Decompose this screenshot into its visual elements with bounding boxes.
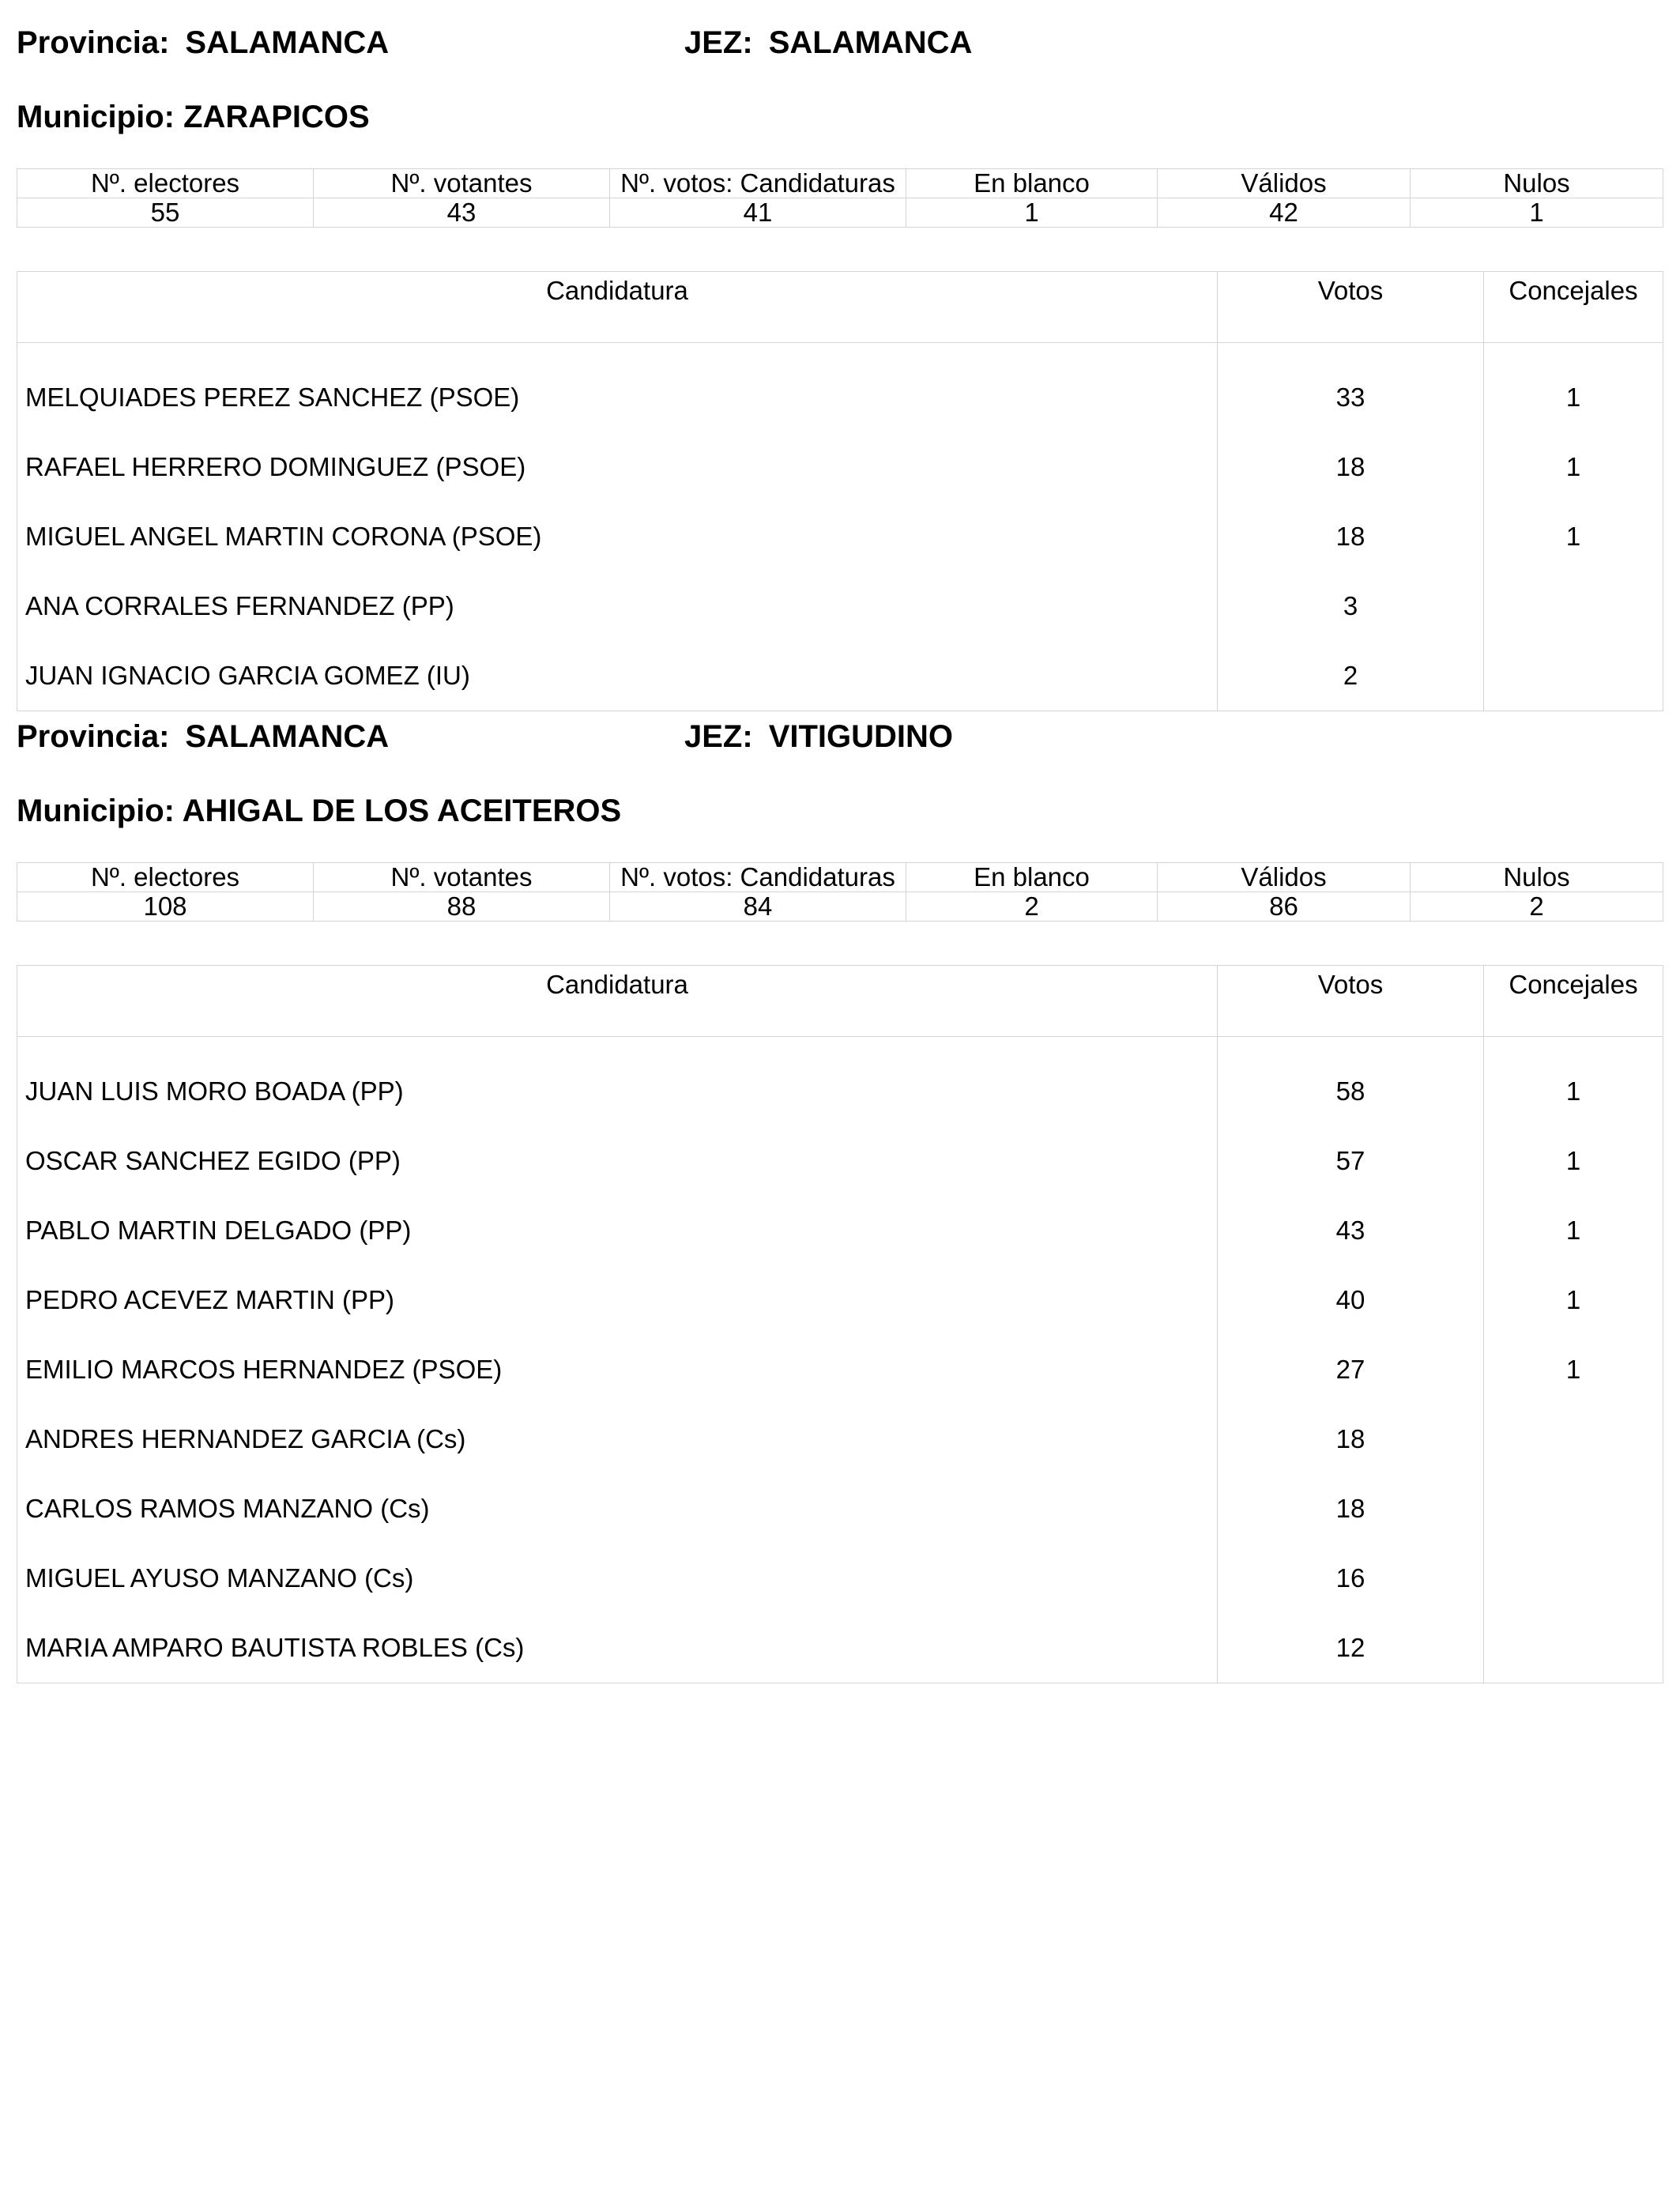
summary-value-cell: 2 [906,892,1158,922]
candidate-votos: 16 [1218,1544,1484,1613]
jez-line [684,24,972,62]
candidate-name: MIGUEL AYUSO MANZANO (Cs) [17,1544,1218,1613]
candidate-row [17,432,1663,502]
summary-header-cell: Válidos [1158,169,1411,198]
candidate-concejales [1484,571,1663,641]
summary-header-cell: Nº. electores [17,169,314,198]
candidate-votos: 3 [1218,571,1484,641]
candidate-name: MIGUEL ANGEL MARTIN CORONA (PSOE) [17,502,1218,571]
candidate-row [17,571,1663,641]
candidate-concejales: 1 [1484,1037,1663,1127]
candidatura-header: Candidatura [17,272,1218,343]
municipio-label: Municipio: [17,100,175,134]
summary-value-cell: 84 [610,892,906,922]
candidate-votos: 43 [1218,1196,1484,1265]
candidate-row [17,1544,1663,1613]
candidate-concejales [1484,1613,1663,1683]
provincia-value: SALAMANCA [185,25,390,60]
candidate-concejales: 1 [1484,1335,1663,1404]
candidate-row [17,1265,1663,1335]
candidate-row [17,343,1663,433]
summary-header-cell: En blanco [906,169,1158,198]
summary-header-cell: Nº. electores [17,863,314,892]
candidates-header-row [17,966,1663,1037]
candidate-row [17,1404,1663,1474]
candidate-concejales: 1 [1484,432,1663,502]
candidate-name: OSCAR SANCHEZ EGIDO (PP) [17,1126,1218,1196]
candidate-votos: 18 [1218,502,1484,571]
candidate-name: RAFAEL HERRERO DOMINGUEZ (PSOE) [17,432,1218,502]
summary-value-cell: 41 [610,198,906,228]
summary-table [17,862,1663,922]
candidate-name: CARLOS RAMOS MANZANO (Cs) [17,1474,1218,1544]
summary-header-cell: Nº. votantes [314,169,610,198]
votos-header: Votos [1218,966,1484,1037]
summary-value-cell: 1 [906,198,1158,228]
candidate-votos: 18 [1218,1404,1484,1474]
summary-value-cell: 55 [17,198,314,228]
candidate-concejales [1484,1474,1663,1544]
candidates-header-row [17,272,1663,343]
candidate-name: JUAN IGNACIO GARCIA GOMEZ (IU) [17,641,1218,711]
candidate-name: PABLO MARTIN DELGADO (PP) [17,1196,1218,1265]
jez-line [684,718,953,756]
candidate-concejales [1484,641,1663,711]
candidate-row [17,1196,1663,1265]
candidate-votos: 2 [1218,641,1484,711]
candidate-name: ANDRES HERNANDEZ GARCIA (Cs) [17,1404,1218,1474]
municipio-value: AHIGAL DE LOS ACEITEROS [182,794,622,828]
provincia-label: Provincia: [17,719,170,754]
concejales-header: Concejales [1484,966,1663,1037]
candidate-votos: 12 [1218,1613,1484,1683]
candidate-row [17,1474,1663,1544]
summary-header-row [17,169,1663,198]
candidate-concejales [1484,1404,1663,1474]
candidate-concejales: 1 [1484,343,1663,433]
candidate-concejales [1484,1544,1663,1613]
summary-header-cell: Nulos [1411,169,1663,198]
votos-header: Votos [1218,272,1484,343]
provincia-label: Provincia: [17,25,170,60]
summary-value-row [17,198,1663,228]
candidate-concejales: 1 [1484,1265,1663,1335]
jez-label: JEZ: [684,25,753,60]
municipio-line [17,792,621,830]
candidate-name: MARIA AMPARO BAUTISTA ROBLES (Cs) [17,1613,1218,1683]
candidate-name: ANA CORRALES FERNANDEZ (PP) [17,571,1218,641]
candidate-row [17,1613,1663,1683]
summary-value-cell: 86 [1158,892,1411,922]
candidates-table [17,965,1663,1683]
summary-value-row [17,892,1663,922]
summary-header-row [17,863,1663,892]
provincia-line [17,24,389,62]
candidate-name: MELQUIADES PEREZ SANCHEZ (PSOE) [17,343,1218,433]
provincia-value: SALAMANCA [185,719,390,754]
candidate-votos: 33 [1218,343,1484,433]
provincia-line [17,718,389,756]
candidate-row [17,1037,1663,1127]
summary-value-cell: 1 [1411,198,1663,228]
candidate-concejales: 1 [1484,1126,1663,1196]
summary-value-cell: 88 [314,892,610,922]
candidate-name: PEDRO ACEVEZ MARTIN (PP) [17,1265,1218,1335]
candidate-row [17,1335,1663,1404]
candidate-row [17,641,1663,711]
candidatura-header: Candidatura [17,966,1218,1037]
candidates-table [17,271,1663,711]
summary-value-cell: 43 [314,198,610,228]
summary-table [17,168,1663,228]
municipio-line [17,98,370,136]
summary-header-cell: Nº. votos: Candidaturas [610,169,906,198]
municipio-label: Municipio: [17,794,175,828]
jez-value: VITIGUDINO [768,719,954,754]
summary-header-cell: Válidos [1158,863,1411,892]
candidate-votos: 18 [1218,432,1484,502]
candidate-row [17,1126,1663,1196]
summary-value-cell: 108 [17,892,314,922]
summary-header-cell: En blanco [906,863,1158,892]
candidate-row [17,502,1663,571]
jez-label: JEZ: [684,719,753,754]
candidate-votos: 27 [1218,1335,1484,1404]
summary-header-cell: Nº. votos: Candidaturas [610,863,906,892]
concejales-header: Concejales [1484,272,1663,343]
candidate-votos: 40 [1218,1265,1484,1335]
candidate-votos: 18 [1218,1474,1484,1544]
candidate-name: EMILIO MARCOS HERNANDEZ (PSOE) [17,1335,1218,1404]
summary-header-cell: Nº. votantes [314,863,610,892]
summary-header-cell: Nulos [1411,863,1663,892]
candidate-name: JUAN LUIS MORO BOADA (PP) [17,1037,1218,1127]
candidate-concejales: 1 [1484,502,1663,571]
jez-value: SALAMANCA [768,25,973,60]
summary-value-cell: 2 [1411,892,1663,922]
candidate-votos: 58 [1218,1037,1484,1127]
candidate-votos: 57 [1218,1126,1484,1196]
municipio-value: ZARAPICOS [183,100,370,134]
summary-value-cell: 42 [1158,198,1411,228]
candidate-concejales: 1 [1484,1196,1663,1265]
